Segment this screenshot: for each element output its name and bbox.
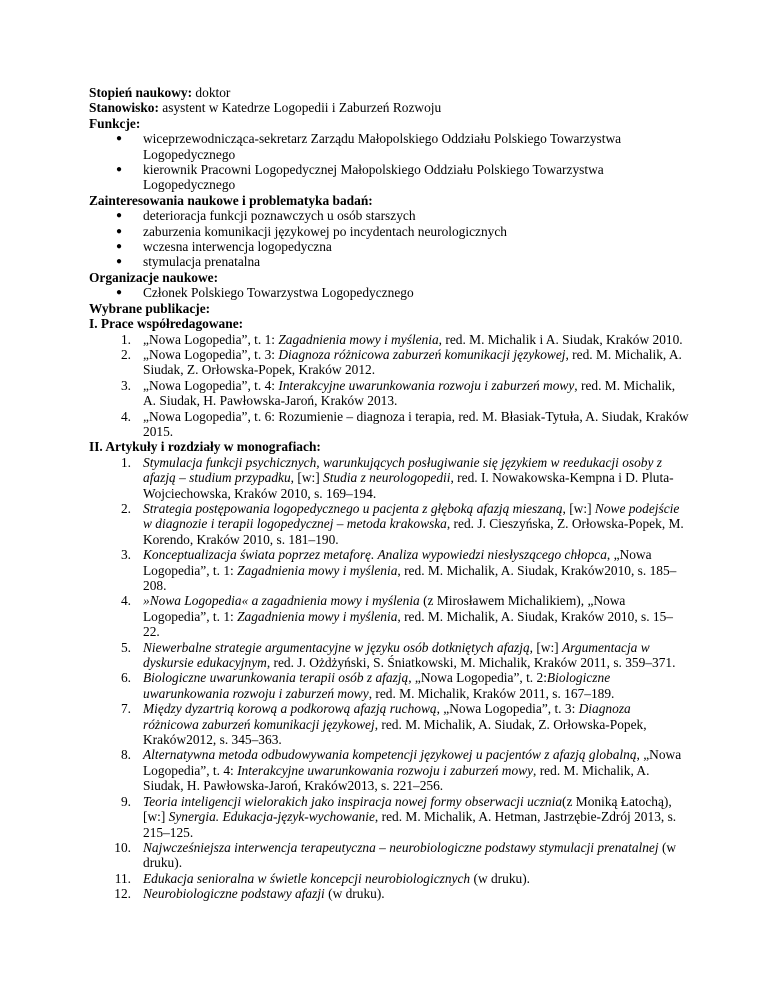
list-item: 8. Alternatywna metoda odbudowywania kompetencji językowej u pacjentów z afazją globalną, „Nowa Logopedia”, t. 4: Interakcyjne uwarunkowania rozwoju i zaburzeń mowy, red. M. Michalik, A. Siudak, H. Pawłowska-Jaroń, Kraków2013, s. 221–256. bbox=[120, 747, 682, 794]
bullet-icon: ● bbox=[115, 241, 123, 253]
functions-heading: Funkcje: bbox=[89, 115, 141, 131]
list-item: ● wczesna interwencja logopedyczna bbox=[89, 239, 689, 254]
position-value: asystent w Katedrze Logopedii i Zaburzeń Rozwoju bbox=[158, 100, 442, 116]
list-item: ● deterioracja funkcji poznawczych u osób starszych bbox=[89, 208, 689, 223]
list-item: 4. „Nowa Logopedia”, t. 6: Rozumienie – diagnoza i terapia, red. M. Błasiak-Tytuła, A. Siudak, Kraków 2015. bbox=[120, 408, 689, 439]
bullet-icon: ● bbox=[115, 164, 123, 176]
interests-list bbox=[89, 208, 689, 270]
position-label: Stanowisko: bbox=[89, 100, 159, 116]
list-item: 2. Strategia postępowania logopedycznego u pacjenta z głęboką afazją mieszaną, [w:] Nowe podejście w diagnozie i terapii logopedycznej – metoda krakowska, red. J. Cieszyńska, Z. Orłowska-Popek, M. Korendo, Kraków 2010, s. 181–190. bbox=[120, 500, 684, 547]
document-body bbox=[89, 85, 689, 902]
degree-label: Stopień naukowy: bbox=[89, 85, 193, 100]
bullet-icon: ● bbox=[115, 225, 123, 237]
list-item: 2. „Nowa Logopedia”, t. 3: Diagnoza różnicowa zaburzeń komunikacji językowej, red. M. Michalik, A. Siudak, Z. Orłowska-Popek, Kraków 2012. bbox=[120, 346, 682, 378]
list-item: ● stymulacja prenatalna bbox=[89, 254, 689, 269]
bullet-icon: ● bbox=[115, 210, 123, 222]
list-item: 3. „Nowa Logopedia”, t. 4: Interakcyjne uwarunkowania rozwoju i zaburzeń mowy, red. M. Michalik, A. Siudak, H. Pawłowska-Jaroń, Kraków 2013. bbox=[120, 377, 676, 409]
list-item: 10. Najwcześniejsza interwencja terapeutyczna – neurobiologiczne podstawy stymulacji prenatalnej (w druku). bbox=[114, 839, 677, 871]
list-item: ● wiceprzewodnicząca-sekretarz Zarządu Małopolskiego Oddziału Polskiego Towarzystwa Logopedycznego bbox=[89, 131, 689, 162]
list-item: 4. »Nowa Logopedia« a zagadnienia mowy i myślenia (z Mirosławem Michalikiem), „Nowa Logopedia”, t. 1: Zagadnienia mowy i myślenia, red. M. Michalik, A. Siudak, Kraków 2010, s. 15–22. bbox=[120, 593, 674, 640]
organizations-list bbox=[89, 285, 689, 300]
bullet-icon: ● bbox=[115, 256, 123, 268]
list-item: 6. Biologiczne uwarunkowania terapii osób z afazją, „Nowa Logopedia”, t. 2:Biologiczne uwarunkowania rozwoju i zaburzeń mowy, red. M. Michalik, Kraków 2011, s. 167–189. bbox=[120, 670, 615, 701]
list-item: 11. Edukacja senioralna w świetle koncepcji neurobiologicznych (w druku). bbox=[114, 870, 531, 886]
bullet-icon: ● bbox=[115, 133, 123, 145]
list-item: 1. Stymulacja funkcji psychicznych, warunkujących posługiwanie się językiem w reedukacji osoby z afazją – studium przypadku, [w:] Studia z neurologopedii, red. I. Nowakowska-Kempna i D. Pluta-Wojciechowska, Kraków 2010, s. 169–194. bbox=[120, 454, 674, 501]
list-item: ● kierownik Pracowni Logopedycznej Małopolskiego Oddziału Polskiego Towarzystwa Logopedycznego bbox=[89, 162, 689, 193]
list-item: 5. Niewerbalne strategie argumentacyjne w języku osób dotkniętych afazją, [w:] Argumentacja w dyskursie edukacyjnym, red. J. Ożdżyński, S. Śniatkowski, M. Michalik, Kraków 2011, s. 359–371. bbox=[120, 639, 676, 671]
degree-value: doktor bbox=[192, 85, 231, 100]
list-item: ● zaburzenia komunikacji językowej po incydentach neurologicznych bbox=[89, 224, 689, 239]
position-line bbox=[89, 100, 689, 115]
publications-heading: Wybrane publikacje: bbox=[89, 300, 211, 316]
edited-works-heading: I. Prace współredagowane: bbox=[89, 316, 244, 332]
list-item: ● Członek Polskiego Towarzystwa Logopedycznego bbox=[89, 285, 689, 300]
functions-list bbox=[89, 131, 689, 193]
organizations-heading: Organizacje naukowe: bbox=[89, 269, 219, 285]
list-item: 9. Teoria inteligencji wielorakich jako inspiracja nowej formy obserwacji ucznia(z Moniką Łatochą), [w:] Synergia. Edukacja-język-wychowanie, red. M. Michalik, A. Hetman, Jastrzębie-Zdrój 2013, s. 215–125. bbox=[120, 793, 677, 840]
degree-line bbox=[89, 85, 689, 100]
interests-heading: Zainteresowania naukowe i problematyka badań: bbox=[89, 192, 373, 208]
list-item: 7. Między dyzartrią korową a podkorową afazją ruchową, „Nowa Logopedia”, t. 3: Diagnoza różnicowa zaburzeń komunikacji językowej, red. M. Michalik, A. Siudak, Z. Orłowska-Popek, Kraków2012, s. 345–363. bbox=[120, 701, 647, 748]
edited-works-list bbox=[89, 332, 689, 440]
articles-list bbox=[89, 455, 689, 902]
list-item: 12. Neurobiologiczne podstawy afazji (w druku). bbox=[114, 886, 385, 902]
bullet-icon: ● bbox=[115, 287, 123, 299]
list-item: 1. „Nowa Logopedia”, t. 1: Zagadnienia mowy i myślenia, red. M. Michalik i A. Siudak, Kraków 2010. bbox=[120, 331, 683, 347]
list-item: 3. Konceptualizacja świata poprzez metaforę. Analiza wypowiedzi niesłyszącego chłopca, „Nowa Logopedia”, t. 1: Zagadnienia mowy i myślenia, red. M. Michalik, A. Siudak, Kraków2010, s. 185–208. bbox=[120, 547, 677, 593]
articles-heading: II. Artykuły i rozdziały w monografiach: bbox=[89, 439, 321, 455]
